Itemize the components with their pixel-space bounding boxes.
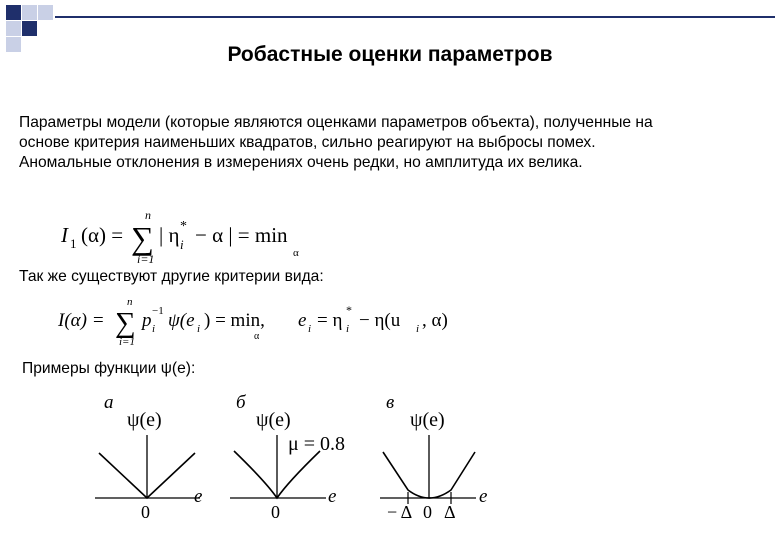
formula2-psi-sub: i bbox=[197, 323, 201, 335]
formula2-e-sub: i bbox=[308, 323, 312, 335]
formula1-body-sup: * bbox=[180, 219, 187, 234]
sum-sign: ∑ bbox=[115, 307, 136, 339]
formula2-lhs: I(α) = bbox=[58, 310, 105, 331]
zero-tick: 0 bbox=[271, 502, 280, 522]
formula-general-criterion bbox=[55, 292, 475, 350]
graph-huber bbox=[380, 392, 487, 522]
paragraph-line: Аномальные отклонения в измерениях очень редки, но амплитуда их велика. bbox=[19, 154, 583, 171]
pos-delta-tick: Δ bbox=[444, 502, 456, 522]
paragraph-line: основе критерия наименьших квадратов, сильно реагируют на выбросы помех. bbox=[19, 134, 596, 151]
graph-letter: в bbox=[386, 392, 395, 413]
formula2-psi-rest: ) = min, bbox=[204, 310, 265, 331]
formula2-u-sub: i bbox=[416, 323, 420, 335]
formula-least-modulus bbox=[55, 205, 335, 267]
graph-letter: б bbox=[236, 392, 246, 413]
slide-title: Робастные оценки параметров bbox=[227, 43, 553, 66]
formula1-lhs-sub: 1 bbox=[70, 236, 77, 251]
paragraph-line: Параметры модели (которые являются оценками параметров объекта), полученные на bbox=[19, 114, 653, 131]
formula2-psi: ψ(e bbox=[168, 310, 195, 331]
axis-label: e bbox=[479, 486, 488, 507]
formula1-min-sub: α bbox=[293, 247, 299, 259]
formula2-e: e bbox=[298, 310, 307, 331]
formula2-sum-upper: n bbox=[127, 296, 133, 308]
graph-letter: а bbox=[104, 392, 114, 413]
graph-func-label: ψ(e) bbox=[410, 409, 445, 431]
graph-func-label: ψ(e) bbox=[256, 409, 291, 431]
formula1-sum-lower: i=1 bbox=[137, 252, 155, 266]
neg-delta-tick: − Δ bbox=[387, 502, 413, 522]
formula2-end: , α) bbox=[422, 310, 448, 331]
formula1-body-sub: i bbox=[180, 237, 184, 252]
graph-param: μ = 0.8 bbox=[288, 433, 346, 455]
examples-label: Примеры функции ψ(e): bbox=[22, 360, 196, 377]
formula1-sum-upper: n bbox=[145, 208, 151, 222]
formula2-p: p bbox=[142, 310, 152, 331]
graph-power bbox=[230, 392, 345, 522]
formula2-eq: = η bbox=[317, 310, 343, 331]
formula1-lhs: I bbox=[61, 223, 68, 247]
axis-label: e bbox=[328, 486, 337, 507]
psi-examples bbox=[90, 388, 510, 528]
formula2-eta-sub: i bbox=[346, 323, 350, 335]
formula2-eta-sup: * bbox=[346, 303, 352, 317]
formula2-rest: − η(u bbox=[359, 310, 401, 331]
axis-label: e bbox=[194, 486, 203, 507]
formula2-sum-lower: i=1 bbox=[119, 336, 135, 348]
formula2-p-sup: −1 bbox=[152, 305, 164, 317]
intro-paragraph bbox=[19, 113, 769, 173]
zero-tick: 0 bbox=[423, 502, 432, 522]
graph-func-label: ψ(e) bbox=[127, 409, 162, 431]
formula2-p-sub: i bbox=[152, 323, 156, 335]
formula1-body: | η bbox=[159, 223, 180, 247]
sum-sign: ∑ bbox=[131, 220, 154, 256]
zero-tick: 0 bbox=[141, 502, 150, 522]
other-criteria-text: Так же существуют другие критерии вида: bbox=[19, 268, 324, 285]
graph-abs bbox=[95, 392, 202, 522]
formula1-lhs-arg: (α) = bbox=[81, 223, 124, 247]
formula2-min-sub: α bbox=[254, 331, 260, 342]
formula1-body-rest: − α | = min bbox=[195, 223, 288, 247]
